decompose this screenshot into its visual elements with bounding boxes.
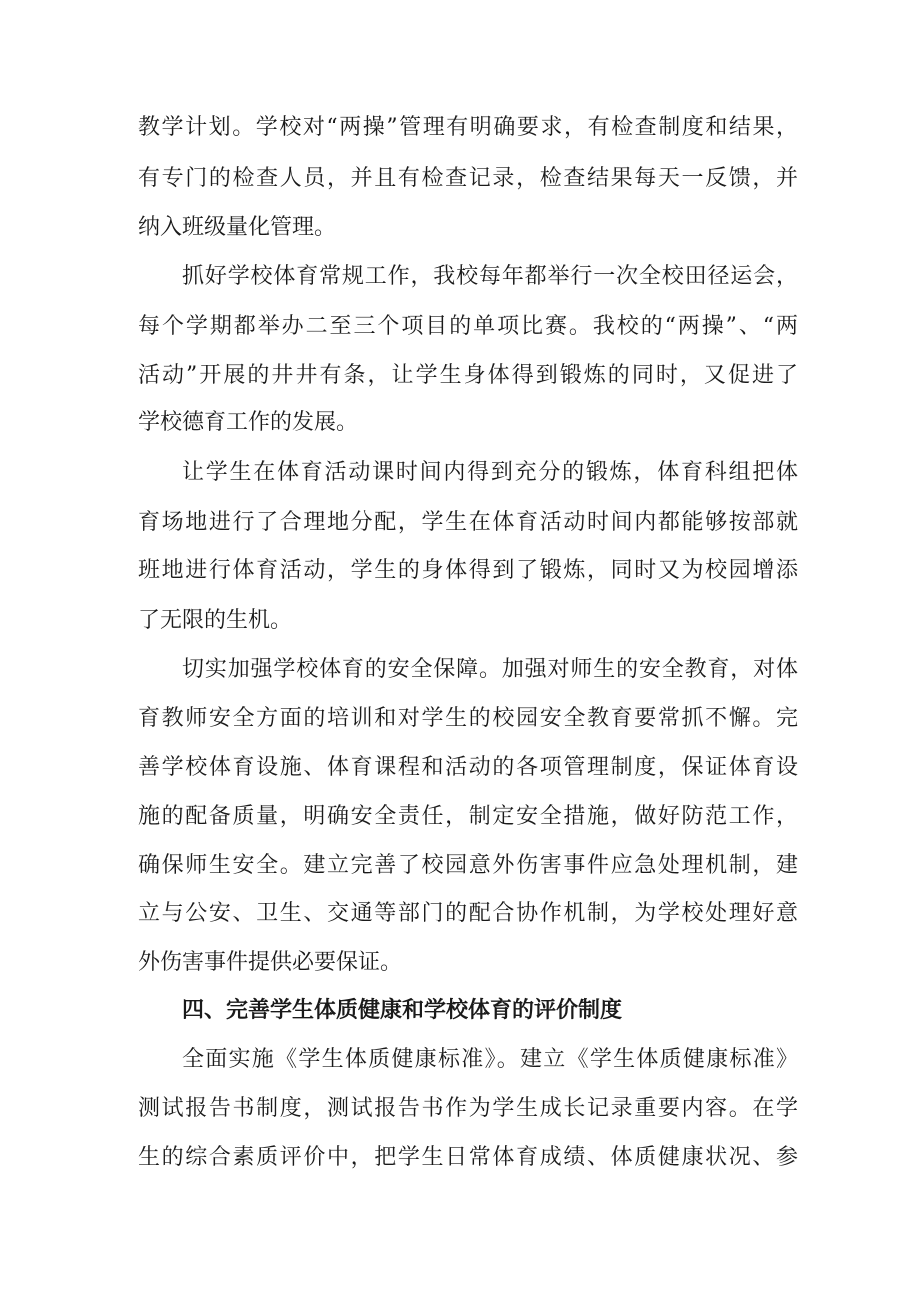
paragraph-5-line-3: 生的综合素质评价中，把学生日常体育成绩、体质健康状况、参: [138, 1145, 798, 1170]
paragraph-4-line-1: 切实加强学校体育的安全保障。加强对师生的安全教育，对体: [182, 657, 798, 682]
paragraph-3-line-3: 班地进行体育活动，学生的身体得到了锻炼，同时又为校园增添: [138, 558, 798, 583]
paragraph-5-line-1: 全面实施《学生体质健康标准》。建立《学生体质健康标准》: [182, 1047, 798, 1072]
paragraph-2-line-2: 每个学期都举办二至三个项目的单项比赛。我校的“两操”、“两: [138, 314, 798, 339]
paragraph-4-line-5: 确保师生安全。建立完善了校园意外伤害事件应急处理机制，建: [138, 853, 798, 878]
paragraph-4-line-3: 善学校体育设施、体育课程和活动的各项管理制度，保证体育设: [138, 755, 798, 780]
paragraph-2-line-4: 学校德育工作的发展。: [138, 410, 359, 435]
document-page: [138, 0, 798, 1301]
paragraph-1-line-3: 纳入班级量化管理。: [138, 215, 337, 240]
paragraph-3-line-2: 育场地进行了合理地分配，学生在体育活动时间内都能够按部就: [138, 510, 798, 535]
paragraph-1-line-1: 教学计划。学校对“两操”管理有明确要求，有检查制度和结果，: [138, 115, 798, 140]
paragraph-3-line-4: 了无限的生机。: [138, 608, 293, 633]
paragraph-5-line-2: 测试报告书制度，测试报告书作为学生成长记录重要内容。在学: [138, 1096, 798, 1121]
paragraph-4-line-6: 立与公安、卫生、交通等部门的配合协作机制，为学校处理好意: [138, 901, 798, 926]
paragraph-4-line-4: 施的配备质量，明确安全责任，制定安全措施，做好防范工作，: [138, 804, 798, 829]
paragraph-4-line-7: 外伤害事件提供必要保证。: [138, 950, 403, 975]
paragraph-2-line-1: 抓好学校体育常规工作，我校每年都举行一次全校田径运会，: [182, 264, 798, 289]
paragraph-1-line-2: 有专门的检查人员，并且有检查记录，检查结果每天一反馈，并: [138, 166, 798, 191]
paragraph-2-line-3: 活动”开展的井井有条，让学生身体得到锻炼的同时，又促进了: [138, 363, 798, 388]
paragraph-4-line-2: 育教师安全方面的培训和对学生的校园安全教育要常抓不懈。完: [138, 706, 798, 731]
section-heading: 四、完善学生体质健康和学校体育的评价制度: [182, 998, 623, 1023]
paragraph-3-line-1: 让学生在体育活动课时间内得到充分的锻炼，体育科组把体: [182, 460, 798, 485]
